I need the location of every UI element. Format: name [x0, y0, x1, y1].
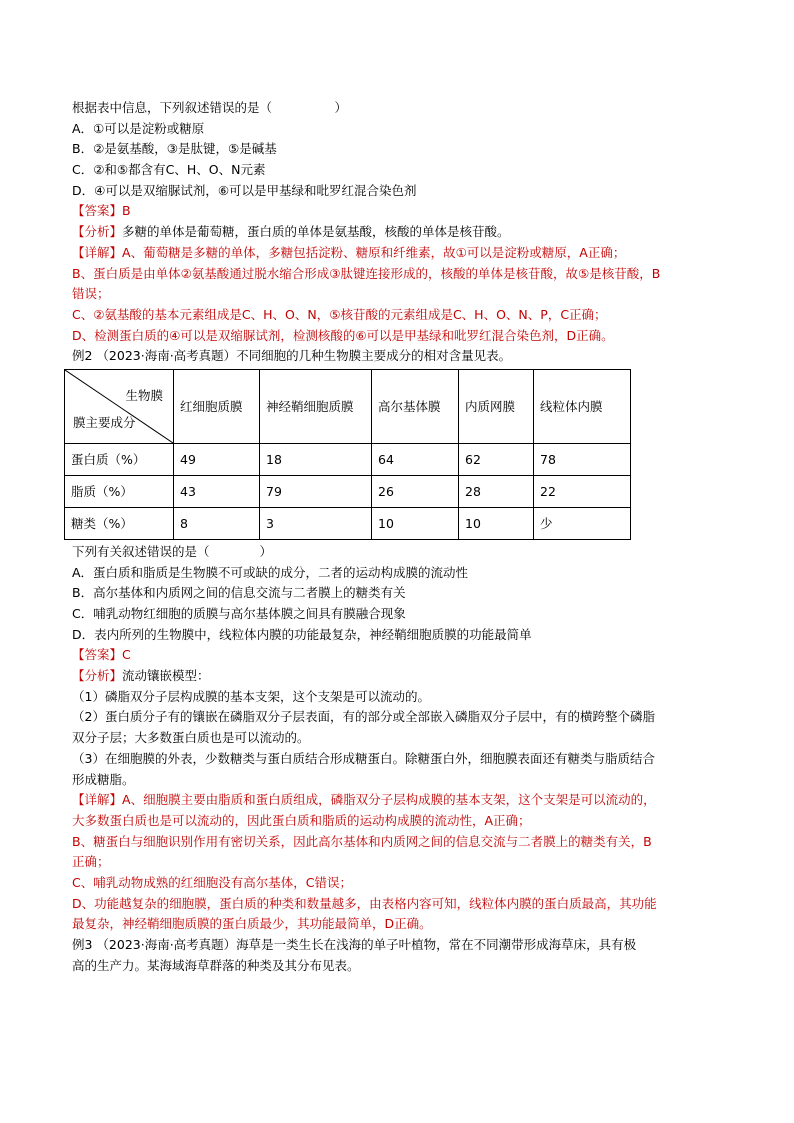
- table-cell: 26: [372, 475, 459, 507]
- table-cell: 10: [372, 507, 459, 539]
- document-page: [72, 98, 732, 976]
- q2-detail-line: 大多数蛋白质也是可以流动的，因此蛋白质和脂质的运动构成膜的流动性，A正确；: [72, 812, 531, 828]
- q1-option-b: B．②是氨基酸，③是肽键，⑤是碱基: [72, 141, 277, 157]
- q2-analysis: [72, 666, 732, 687]
- table-cell: 62: [459, 443, 534, 475]
- q2-detail-line: [72, 790, 732, 811]
- q1-detail-line: 错误；: [72, 286, 110, 302]
- q2-analysis-line: 形成糖脂。: [72, 771, 135, 787]
- q2-option-b: B．高尔基体和内质网之间的信息交流与二者膜上的糖类有关: [72, 585, 406, 601]
- q3-title-line: 例3 （2023·海南·高考真题）海草是一类生长在浅海的单子叶植物，常在不同潮带形成海草床，具有极: [72, 937, 637, 952]
- q2-analysis-line: 双分子层；大多数蛋白质也是可以流动的。: [72, 730, 310, 746]
- column-header: 内质网膜: [459, 369, 534, 443]
- table-cell: 28: [459, 475, 534, 507]
- table-cell: 79: [260, 475, 372, 507]
- q2-stem: 下列有关叙述错误的是（ ）: [72, 543, 273, 559]
- q2-detail-line: B、糖蛋白与细胞识别作用有密切关系，因此高尔基体和内质网之间的信息交流与二者膜上的糖类有关，B: [72, 833, 652, 849]
- answer-tag: 【答案】: [72, 647, 123, 663]
- table-corner-cell: [65, 369, 174, 443]
- q1-detail-line: C、②氨基酸的基本元素组成是C、H、O、N，⑤核苷酸的元素组成是C、H、O、N、P，C正确；: [72, 306, 607, 322]
- q2-answer: [72, 645, 732, 666]
- row-label: 糖类（%）: [65, 507, 174, 539]
- q2-option-a: A．蛋白质和脂质是生物膜不可或缺的成分，二者的运动构成膜的流动性: [72, 564, 469, 580]
- q1-stem: 根据表中信息，下列叙述错误的是（ ）: [72, 100, 348, 115]
- q2-option-c: C．哺乳动物红细胞的质膜与高尔基体膜之间具有膜融合现象: [72, 606, 406, 621]
- q2-analysis-line: （2）蛋白质分子有的镶嵌在磷脂双分子层表面，有的部分或全部嵌入磷脂双分子层中，有的横跨整个磷脂: [72, 709, 655, 725]
- analysis-tag: 【分析】: [72, 668, 123, 684]
- q1-answer: [72, 201, 732, 222]
- corner-top-label: 生物膜: [125, 387, 163, 403]
- q2-detail-line: 正确；: [72, 854, 110, 870]
- detail-tag: 【详解】: [72, 792, 123, 808]
- table-cell: 64: [372, 443, 459, 475]
- table-cell: 22: [534, 475, 631, 507]
- q2-detail-line: 最复杂，神经鞘细胞质膜的蛋白质最少，其功能最简单，D正确。: [72, 916, 432, 932]
- q2-analysis-line: （1）磷脂双分子层构成膜的基本支架，这个支架是可以流动的。: [72, 688, 430, 704]
- analysis-text: 流动镶嵌模型：: [122, 668, 210, 684]
- row-label: 脂质（%）: [65, 475, 174, 507]
- table-row: [65, 507, 631, 539]
- q2-title: 例2 （2023·海南·高考真题）不同细胞的几种生物膜主要成分的相对含量见表。: [72, 348, 512, 364]
- row-label: 蛋白质（%）: [65, 443, 174, 475]
- answer-tag: 【答案】: [72, 203, 123, 219]
- table-cell: 43: [174, 475, 260, 507]
- table-cell: 49: [174, 443, 260, 475]
- q2-detail-line: C、哺乳动物成熟的红细胞没有高尔基体，C错误；: [72, 874, 352, 890]
- q3-title-line: 高的生产力。某海域海草群落的种类及其分布见表。: [72, 957, 360, 973]
- table-cell: 10: [459, 507, 534, 539]
- q1-detail-line: [72, 243, 732, 264]
- q2-analysis-line: （3）在细胞膜的外表，少数糖类与蛋白质结合形成糖蛋白。除糖蛋白外，细胞膜表面还有糖类与脂质结合: [72, 750, 655, 766]
- table-row: [65, 475, 631, 507]
- q2-option-d: D．表内所列的生物膜中，线粒体内膜的功能最复杂，神经鞘细胞质膜的功能最简单: [72, 626, 532, 642]
- corner-bottom-label: 膜主要成分: [73, 414, 136, 430]
- column-header: 红细胞质膜: [174, 369, 260, 443]
- answer-value: C: [122, 647, 131, 663]
- table-cell: 8: [174, 507, 260, 539]
- analysis-text: 多糖的单体是葡萄糖，蛋白质的单体是氨基酸，核酸的单体是核苷酸。: [122, 224, 510, 240]
- q1-detail-line: B、蛋白质是由单体②氨基酸通过脱水缩合形成③肽键连接形成的，核酸的单体是核苷酸，故⑤是核苷酸，B: [72, 265, 661, 281]
- q1-detail-line: D、检测蛋白质的④可以是双缩脲试剂，检测核酸的⑥可以是甲基绿和吡罗红混合染色剂，D正确。: [72, 327, 614, 343]
- answer-value: B: [122, 203, 131, 219]
- q1-option-d: D．④可以是双缩脲试剂，⑥可以是甲基绿和吡罗红混合染色剂: [72, 182, 417, 198]
- diagonal-line: [65, 370, 173, 443]
- table-cell: 少: [534, 507, 631, 539]
- q2-detail-line: D、功能越复杂的细胞膜，蛋白质的种类和数量越多，由表格内容可知，线粒体内膜的蛋白质最高，其功能: [72, 895, 657, 911]
- table-cell: 3: [260, 507, 372, 539]
- detail-text: A、葡萄糖是多糖的单体，多糖包括淀粉、糖原和纤维素，故①可以是淀粉或糖原，A正确；: [122, 244, 626, 260]
- membrane-composition-table: [64, 369, 631, 540]
- table-cell: 78: [534, 443, 631, 475]
- detail-tag: 【详解】: [72, 244, 123, 260]
- detail-text: A、细胞膜主要由脂质和蛋白质组成，磷脂双分子层构成膜的基本支架，这个支架是可以流动的，: [122, 792, 656, 808]
- q1-option-a: A．①可以是淀粉或糖原: [72, 120, 205, 136]
- analysis-tag: 【分析】: [72, 224, 123, 240]
- column-header: 神经鞘细胞质膜: [260, 369, 372, 443]
- q1-option-c: C．②和⑤都含有C、H、O、N元素: [72, 162, 266, 178]
- table-row: [65, 443, 631, 475]
- column-header: 线粒体内膜: [534, 369, 631, 443]
- table-cell: 18: [260, 443, 372, 475]
- table-header-row: [65, 369, 631, 443]
- column-header: 高尔基体膜: [372, 369, 459, 443]
- q1-analysis: [72, 222, 732, 243]
